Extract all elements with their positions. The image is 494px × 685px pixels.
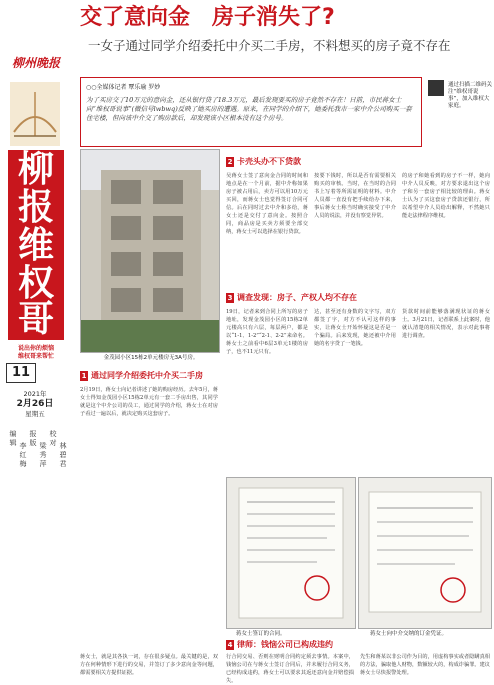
credit-name: 梁秀萍: [39, 442, 47, 468]
headline: 交了意向金 房子消失了?: [80, 5, 335, 30]
photo-caption: 蒋女士向中介交纳的订金凭证。: [370, 631, 448, 637]
issue-year: 2021年: [23, 390, 47, 398]
column-logo-illustration: [10, 82, 60, 146]
section-heading-2: [226, 156, 486, 168]
column-slogan: [8, 345, 64, 361]
section-title: 律师：钱恼公司已构成违约: [237, 640, 333, 649]
article-column: 吴蒋女士签了意向金合同的时间和地点是在一个月前，据中介称如果房子被占用后，卖方可以用10万元买回，而蒋女士也觉得签订合同可信。后在同时过去中介和多给，蒋女士还是交付了意向金。按照合同，商品房是买卖方须要全部交纳，蒋女士可以选择在银行贷款。: [226, 173, 308, 235]
receipt-photo: [358, 477, 492, 629]
article-column: 的房子和她看到的房子不一样，她向中介人员反映，对方要求退出这个房子和另一套房子相比较的理由。蒋女士认为了买这套房子贷款还银行，所以希望中介人员给出解释，不然她只能走法律程序维权。: [402, 173, 490, 219]
column-title-char: 柳: [17, 149, 54, 190]
issue-date: [4, 390, 66, 419]
column-title-char: 权: [17, 263, 54, 304]
section-number: 3: [227, 293, 233, 302]
byline: ○○全媒体记者 覃乐瑜 罗妙: [86, 84, 161, 91]
credit-role: 编辑: [9, 430, 17, 447]
contract-document-illustration: [227, 478, 355, 628]
subheadline: 一女子通过同学介绍委托中介买二手房，不料想买的房子竟不存在: [88, 38, 451, 53]
credit-role: 校对: [49, 430, 57, 447]
section-number: 1: [81, 371, 87, 380]
slogan-line: 说出你的烦恼: [17, 345, 54, 352]
section-title: 卡壳头办不下贷款: [237, 157, 301, 166]
photo-caption: 蒋女士签订的合同。: [236, 631, 286, 637]
issue-day: 2月26日: [16, 399, 54, 409]
photo-caption: 金茂园小区15栋2单元楼房无3A号房。: [103, 355, 199, 361]
lead-paragraph: 为了买房交了10万元的意向金，还从银行贷了18.3万元，最后发现要买的房子竟然不存在！日前，市民蒋女士向“维权哥说事”(微信号lwbwq)反映了她买房的遭遇。原来，在同学的介绍下，她委托我市一家中介公司购买一套住宅楼，但向该中介交了购房款后，却发现该小区根本没有这个房号。: [86, 96, 412, 122]
column-title-char: 报: [17, 187, 54, 228]
article-column: 行合同交易、否则在财明合同约定须去事情。本案中，钱恼公司在与蒋女士签订合同后，并未履行合同义务，已经构成违约，蒋女士可以要求其返还意向金并赔偿损失。: [226, 654, 354, 684]
column-title-char: 维: [17, 225, 54, 266]
page-number: 11: [6, 363, 36, 383]
article-column: 2月19日，蒋女士向记者讲述了她的购房经历。去年5月，蒋女士得知金茂园小区15栋2单元有一套二手房出售，其同学就是这个中介公司的员工，通过同学的介绍，蒋女士在对房子看过一遍以后，就决定购买这套房子。: [80, 387, 218, 417]
article-column: 蒋女士，就是其各执一词，存在很多疑点。最关键的是，双方在何种情形下进行的交易，并签订了多少意向金等问题，都需要相关方提供证据。: [80, 654, 218, 676]
section-number: 4: [227, 640, 233, 649]
contract-photo: [226, 477, 356, 629]
article-column: 达，甚至还有身数的文字写，双方都签了字，对方不认可这样的事实，让蒋女士开始怀疑这是否是一个骗局。后来发现，她还被中介用她的名字贷了一笔钱。: [314, 309, 396, 347]
qr-caption: 通过扫描二维码关注“维权哥说事”，加入维权大家庭。: [448, 82, 493, 109]
slogan-line: 维权哥来帮忙: [17, 353, 54, 360]
section-heading-1: [80, 370, 220, 382]
section-number: 2: [227, 157, 233, 166]
paper-name: 柳州晚报: [11, 56, 60, 70]
article-column: 先生和蒋某以非公司作为目的，用虚构事实或者隐瞒真相的方法，骗取他人财物，数额较大的，构成诈骗罪。建议蒋女士尽快报警处理。: [360, 654, 490, 676]
building-photo: [80, 149, 220, 353]
section-title: 调查发现：房子、产权人均不存在: [237, 293, 357, 302]
article-column: 按要下钱时，所以是否有需要相关购买的审核。当时，在当时的合同书上写着等所需证明的材料。中介人员都一直没有把手续给办下来，事后蒋女士称当时确实接受了中介人员的说法，并没有察觉异常。: [314, 173, 396, 219]
article-column: 货款时间前能够落满现状证的蒋女士。3月21日，记者联系上此案时，他就认清楚的相关情况，表示对此事将进行调查。: [402, 309, 490, 339]
issue-weekday: 星期五: [25, 410, 45, 418]
column-title-block: [8, 150, 64, 340]
article-column: 19日，记者来到合同上所写的房子地址，发现金茂园小区的15栋2单元楼高只有六层，每层两户，都是以“1-1、1-2”“2-1、2-2”来命名。蒋女士之前看中6层3单元1楼的房子，也不11元只有。: [226, 309, 308, 355]
bridge-illustration-icon: [10, 82, 60, 146]
editor-credits: [8, 430, 68, 660]
section-title: 通过同学介绍委托中介买二手房: [91, 371, 203, 380]
credit-role: 报版: [29, 430, 37, 447]
credit-name: 李红梅: [19, 442, 27, 468]
section-heading-3: [226, 292, 486, 304]
receipt-document-illustration: [359, 478, 491, 628]
building-photo-illustration: [81, 150, 219, 352]
qr-code-icon[interactable]: [428, 80, 444, 96]
credit-name: 林碧君: [59, 442, 67, 468]
column-title-char: 哥: [17, 299, 54, 340]
section-heading-4: [226, 639, 486, 651]
